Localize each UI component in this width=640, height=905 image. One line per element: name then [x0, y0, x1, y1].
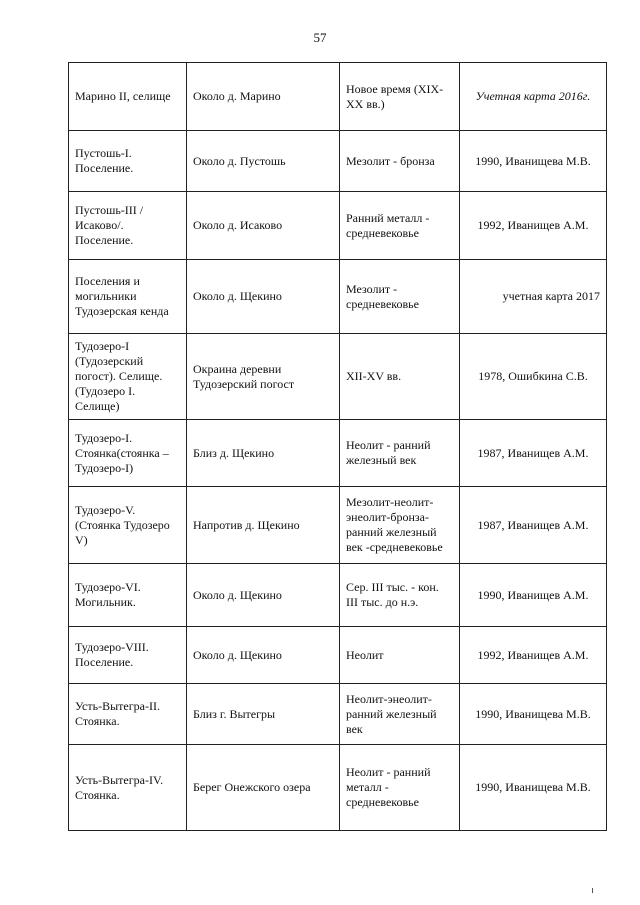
- source-cell: Учетная карта 2016г.: [460, 63, 607, 131]
- period-cell: Мезолит - средневековье: [340, 260, 460, 334]
- period-cell: Мезолит - бронза: [340, 131, 460, 192]
- period-cell: Мезолит-неолит-энеолит-бронза-ранний железный век -средневековье: [340, 487, 460, 564]
- source-cell: 1992, Иванищев А.М.: [460, 192, 607, 260]
- site-name-cell: Усть-Вытегра-II. Стоянка.: [69, 684, 187, 745]
- table-row: [69, 487, 607, 564]
- location-cell: Около д. Щекино: [187, 260, 340, 334]
- period-cell: Сер. III тыс. - кон. III тыс. до н.э.: [340, 564, 460, 627]
- source-cell: 1992, Иванищев А.М.: [460, 627, 607, 684]
- table-row: [69, 684, 607, 745]
- location-cell: Около д. Щекино: [187, 627, 340, 684]
- location-cell: Около д. Исаково: [187, 192, 340, 260]
- table-row: [69, 334, 607, 420]
- period-cell: Новое время (XIX-XX вв.): [340, 63, 460, 131]
- site-name-cell: Пустошь-III /Исаково/. Поселение.: [69, 192, 187, 260]
- location-cell: Напротив д. Щекино: [187, 487, 340, 564]
- page-number: 57: [313, 30, 327, 45]
- site-name-cell: Тудозеро-VI. Могильник.: [69, 564, 187, 627]
- table-row: [69, 420, 607, 487]
- period-cell: XII-XV вв.: [340, 334, 460, 420]
- table-row: [69, 745, 607, 831]
- period-cell: Неолит-энеолит-ранний железный век: [340, 684, 460, 745]
- period-cell: Ранний металл - средневековье: [340, 192, 460, 260]
- site-name-cell: Тудозеро-I. Стоянка(стоянка – Тудозеро-I): [69, 420, 187, 487]
- source-cell: 1990, Иванищева М.В.: [460, 131, 607, 192]
- period-cell: Неолит: [340, 627, 460, 684]
- table-row: [69, 627, 607, 684]
- location-cell: Окраина деревни Тудозерский погост: [187, 334, 340, 420]
- location-cell: Берег Онежского озера: [187, 745, 340, 831]
- table-row: [69, 63, 607, 131]
- site-name-cell: Марино II, селище: [69, 63, 187, 131]
- location-cell: Близ д. Щекино: [187, 420, 340, 487]
- table-row: [69, 131, 607, 192]
- table-row: [69, 260, 607, 334]
- source-cell: 1990, Иванищев А.М.: [460, 564, 607, 627]
- source-cell: 1978, Ошибкина С.В.: [460, 334, 607, 420]
- source-cell: учетная карта 2017: [460, 260, 607, 334]
- source-cell: 1987, Иванищев А.М.: [460, 420, 607, 487]
- source-cell: 1990, Иванищева М.В.: [460, 745, 607, 831]
- table-row: [69, 192, 607, 260]
- heritage-table: [68, 62, 607, 831]
- location-cell: Близ г. Вытегры: [187, 684, 340, 745]
- location-cell: Около д. Пустошь: [187, 131, 340, 192]
- site-name-cell: Тудозеро-V. (Стоянка Тудозеро V): [69, 487, 187, 564]
- site-name-cell: Усть-Вытегра-IV. Стоянка.: [69, 745, 187, 831]
- site-name-cell: Тудозеро-I (Тудозерский погост). Селище.(Тудозеро I. Селище): [69, 334, 187, 420]
- site-name-cell: Тудозеро-VIII. Поселение.: [69, 627, 187, 684]
- location-cell: Около д. Щекино: [187, 564, 340, 627]
- table-row: [69, 564, 607, 627]
- period-cell: Неолит - ранний металл - средневековье: [340, 745, 460, 831]
- source-cell: 1990, Иванищева М.В.: [460, 684, 607, 745]
- source-cell: 1987, Иванищев А.М.: [460, 487, 607, 564]
- period-cell: Неолит - ранний железный век: [340, 420, 460, 487]
- scan-mark: [592, 888, 593, 893]
- site-name-cell: Поселения и могильники Тудозерская кенда: [69, 260, 187, 334]
- location-cell: Около д. Марино: [187, 63, 340, 131]
- site-name-cell: Пустошь-I. Поселение.: [69, 131, 187, 192]
